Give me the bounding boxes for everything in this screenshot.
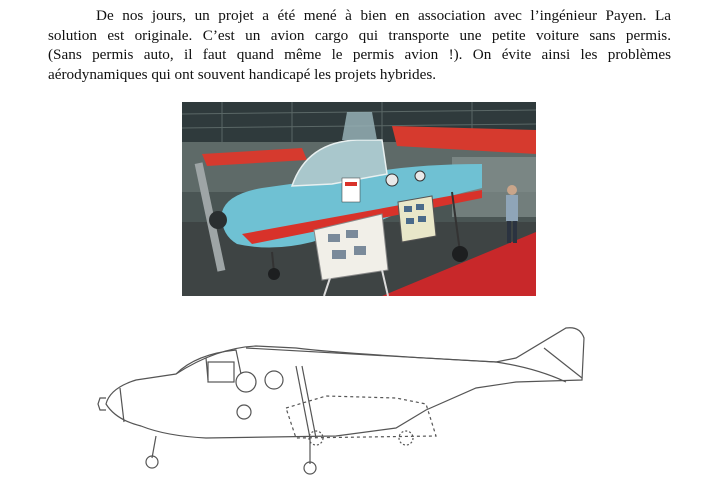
paragraph-line-3: (Sans permis auto, il faut quand même le permis avion !). On évite ainsi les problèmes (48, 46, 671, 63)
paragraph-line-2: solution est originale. C’est un avion cargo qui transporte une petite voiture sans permis. (48, 26, 671, 44)
aircraft-photo (182, 102, 536, 296)
aircraft-photo-illustration (182, 102, 536, 296)
paragraph-line-4: aérodynamiques qui ont souvent handicapé les projets hybrides. (48, 65, 437, 83)
aircraft-sketch (96, 318, 596, 488)
body-paragraph (48, 6, 671, 84)
aircraft-line-drawing (96, 318, 596, 488)
paragraph-line-1: De nos jours, un projet a été mené à bien en association avec l’ingénieur Payen. La (96, 7, 671, 24)
